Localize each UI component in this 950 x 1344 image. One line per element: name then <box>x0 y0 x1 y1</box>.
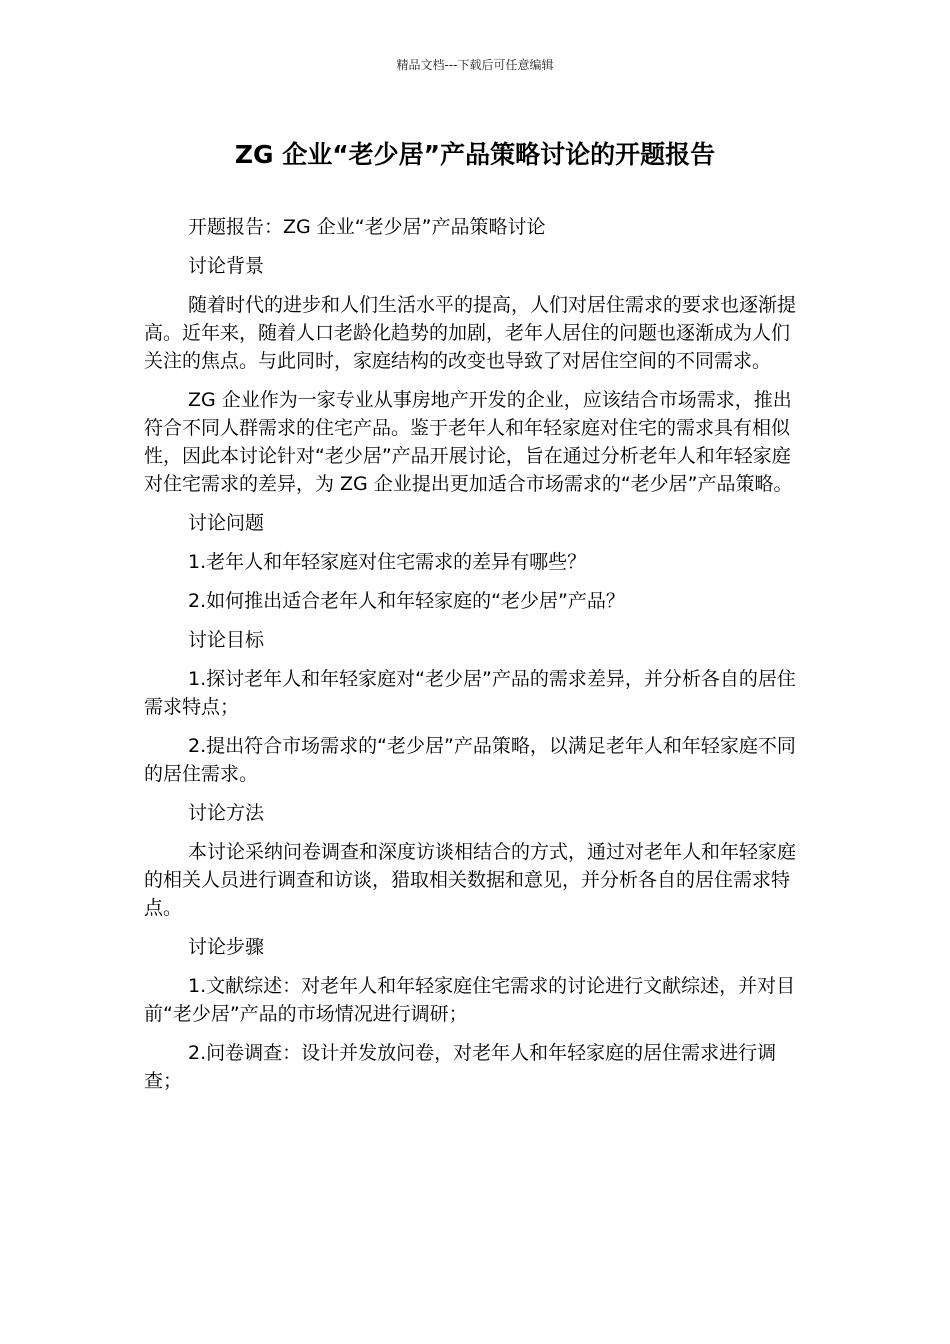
paragraph-background-2: ZG 企业作为一家专业从事房地产开发的企业，应该结合市场需求，推出符合不同人群需求的住宅产品。鉴于老年人和年轻家庭对住宅的需求具有相似性，因此本讨论针对“老少居”产品开展讨论，旨在通过分析老年人和年轻家庭对住宅需求的差异，为 ZG 企业提出更加适合市场需求的“老少居”产品策略。 <box>144 389 793 495</box>
goal-item-1: 1.探讨老年人和年轻家庭对“老少居”产品的需求差异，并分析各自的居住需求特点； <box>144 668 796 718</box>
step-item-1: 1.文献综述：对老年人和年轻家庭住宅需求的讨论进行文献综述，并对目前“老少居”产品的市场情况进行调研； <box>144 975 796 1025</box>
section-heading-background: 讨论背景 <box>188 255 265 277</box>
header-note: 精品文档---下载后可任意编辑 <box>396 58 554 72</box>
paragraph-background-1: 随着时代的进步和人们生活水平的提高，人们对居住需求的要求也逐渐提高。近年来，随着人口老龄化趋势的加剧，老年人居住的问题也逐渐成为人们关注的焦点。与此同时，家庭结构的改变也导致了对居住空间的不同需求。 <box>144 294 797 372</box>
report-subtitle: 开题报告：ZG 企业“老少居”产品策略讨论 <box>188 216 546 238</box>
section-heading-questions: 讨论问题 <box>188 512 265 534</box>
question-item-1: 1.老年人和年轻家庭对住宅需求的差异有哪些？ <box>188 551 587 573</box>
section-heading-goals: 讨论目标 <box>188 629 265 651</box>
section-heading-methods: 讨论方法 <box>188 802 265 824</box>
document-title: ZG 企业“老少居”产品策略讨论的开题报告 <box>234 140 716 169</box>
paragraph-methods: 本讨论采纳问卷调查和深度访谈相结合的方式，通过对老年人和年轻家庭的相关人员进行调查和访谈，猎取相关数据和意见，并分析各自的居住需求特点。 <box>144 841 797 919</box>
question-item-2: 2.如何推出适合老年人和年轻家庭的“老少居”产品？ <box>188 590 625 612</box>
section-heading-steps: 讨论步骤 <box>188 936 265 958</box>
document-body <box>144 213 808 1106</box>
step-item-2: 2.问卷调查：设计并发放问卷，对老年人和年轻家庭的居住需求进行调查； <box>144 1042 777 1092</box>
goal-item-2: 2.提出符合市场需求的“老少居”产品策略，以满足老年人和年轻家庭不同的居住需求。 <box>144 735 796 785</box>
